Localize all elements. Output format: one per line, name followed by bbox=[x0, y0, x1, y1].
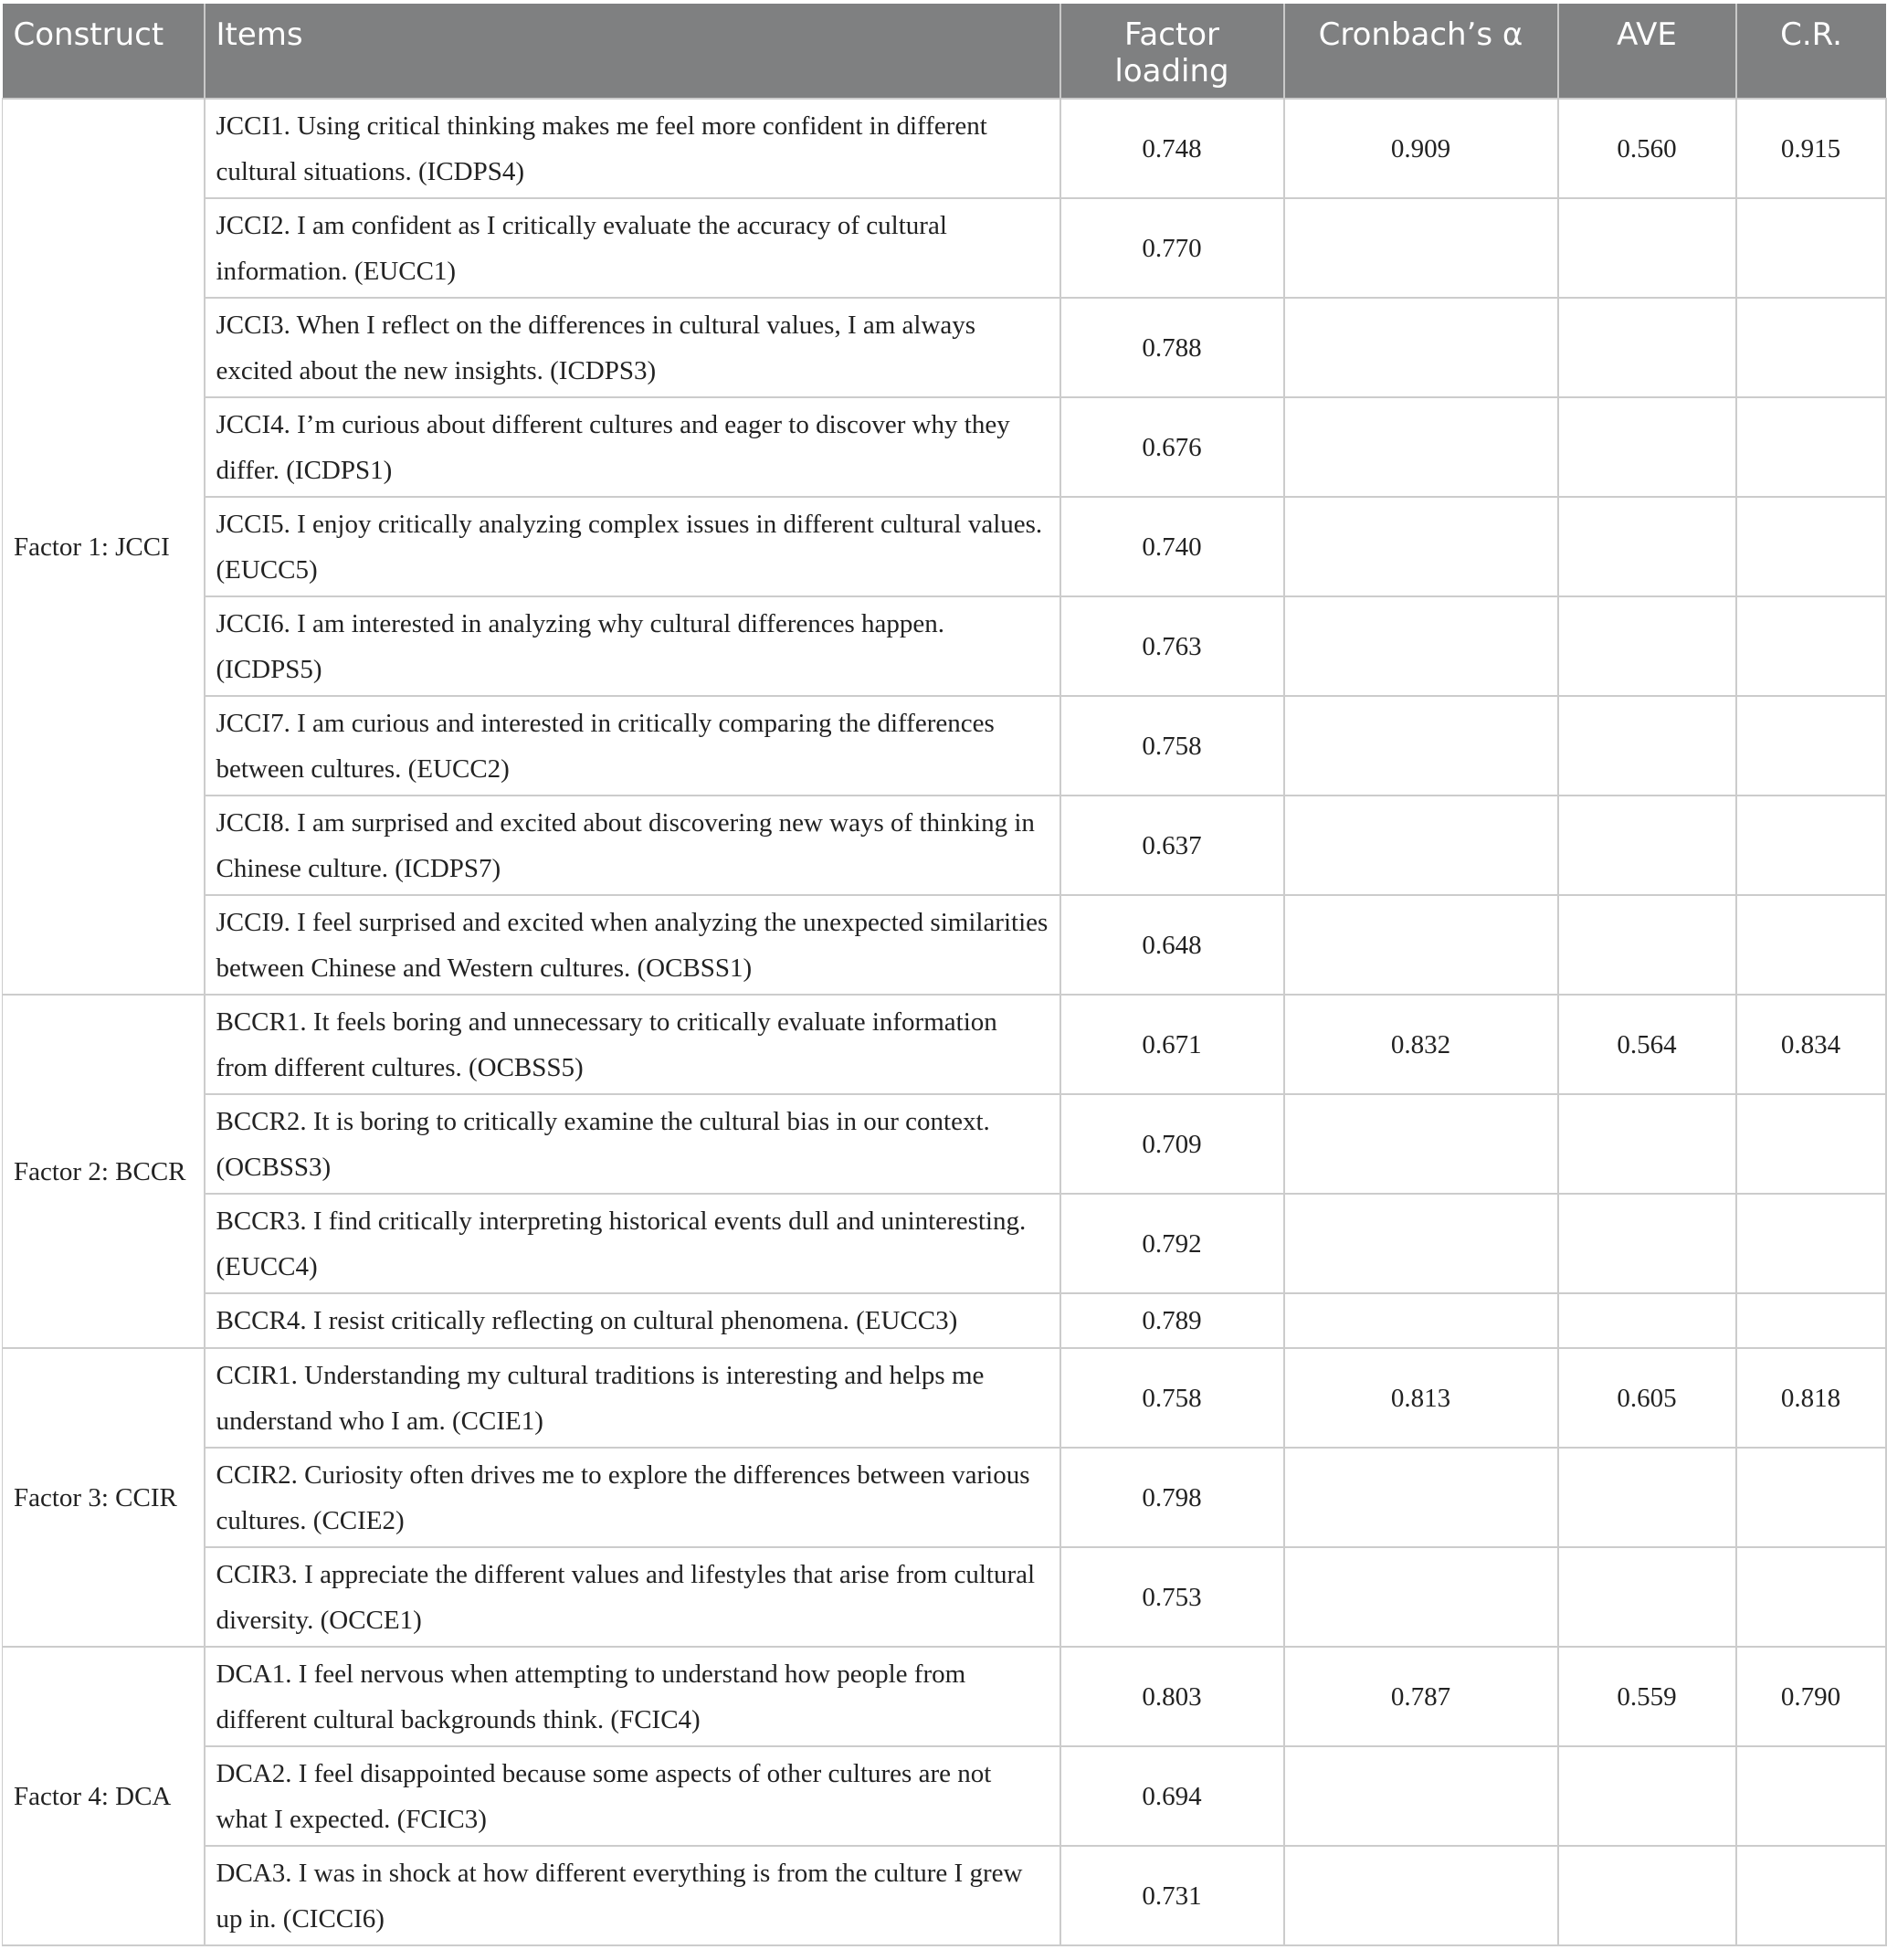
ave-cell: 0.560 bbox=[1558, 99, 1736, 198]
item-cell: JCCI1. Using critical thinking makes me feel more confident in different cultural situations. (ICDPS4) bbox=[205, 99, 1060, 198]
header-factor-loading: Factor loading bbox=[1060, 4, 1284, 99]
table-row bbox=[3, 1293, 1886, 1348]
item-cell: JCCI6. I am interested in analyzing why cultural differences happen. (ICDPS5) bbox=[205, 596, 1060, 696]
factor-loading-cell: 0.637 bbox=[1060, 796, 1284, 895]
cronbach-alpha-cell bbox=[1284, 895, 1558, 995]
ave-cell bbox=[1558, 1194, 1736, 1293]
item-cell: CCIR2. Curiosity often drives me to explore the differences between various cultures. (CCIE2) bbox=[205, 1448, 1060, 1547]
ave-cell bbox=[1558, 497, 1736, 596]
table-row bbox=[3, 1094, 1886, 1194]
item-cell: BCCR2. It is boring to critically examine the cultural bias in our context. (OCBSS3) bbox=[205, 1094, 1060, 1194]
table-row bbox=[3, 1448, 1886, 1547]
ave-cell: 0.605 bbox=[1558, 1348, 1736, 1448]
header-ave: AVE bbox=[1558, 4, 1736, 99]
table-row bbox=[3, 1547, 1886, 1647]
cr-cell bbox=[1736, 1846, 1886, 1945]
cronbach-alpha-cell bbox=[1284, 1293, 1558, 1348]
ave-cell bbox=[1558, 895, 1736, 995]
header-row bbox=[3, 4, 1886, 99]
item-cell: CCIR1. Understanding my cultural traditions is interesting and helps me understand who I am. (CCIE1) bbox=[205, 1348, 1060, 1448]
cr-cell bbox=[1736, 298, 1886, 397]
table-row bbox=[3, 497, 1886, 596]
factor-loading-cell: 0.792 bbox=[1060, 1194, 1284, 1293]
item-cell: DCA3. I was in shock at how different everything is from the culture I grew up in. (CICCI6) bbox=[205, 1846, 1060, 1945]
factor-loading-cell: 0.798 bbox=[1060, 1448, 1284, 1547]
ave-cell bbox=[1558, 298, 1736, 397]
cr-cell: 0.790 bbox=[1736, 1647, 1886, 1746]
ave-cell: 0.559 bbox=[1558, 1647, 1736, 1746]
header-cr: C.R. bbox=[1736, 4, 1886, 99]
cr-cell bbox=[1736, 796, 1886, 895]
item-cell: JCCI2. I am confident as I critically evaluate the accuracy of cultural information. (EUCC1) bbox=[205, 198, 1060, 298]
item-cell: DCA1. I feel nervous when attempting to understand how people from different cultural backgrounds think. (FCIC4) bbox=[205, 1647, 1060, 1746]
item-cell: JCCI9. I feel surprised and excited when analyzing the unexpected similarities between Chinese and Western cultures. (OCBSS1) bbox=[205, 895, 1060, 995]
item-cell: JCCI4. I’m curious about different cultures and eager to discover why they differ. (ICDPS1) bbox=[205, 397, 1060, 497]
construct-cell: Factor 3: CCIR bbox=[3, 1348, 205, 1647]
cronbach-alpha-cell bbox=[1284, 1846, 1558, 1945]
factor-loading-cell: 0.789 bbox=[1060, 1293, 1284, 1348]
cr-cell bbox=[1736, 1746, 1886, 1846]
factor-loading-cell: 0.748 bbox=[1060, 99, 1284, 198]
item-cell: CCIR3. I appreciate the different values and lifestyles that arise from cultural diversity. (OCCE1) bbox=[205, 1547, 1060, 1647]
cronbach-alpha-cell bbox=[1284, 497, 1558, 596]
ave-cell bbox=[1558, 1094, 1736, 1194]
cr-cell bbox=[1736, 895, 1886, 995]
cronbach-alpha-cell bbox=[1284, 796, 1558, 895]
factor-loading-cell: 0.753 bbox=[1060, 1547, 1284, 1647]
construct-cell: Factor 4: DCA bbox=[3, 1647, 205, 1945]
table-row bbox=[3, 99, 1886, 198]
item-cell: JCCI5. I enjoy critically analyzing complex issues in different cultural values. (EUCC5) bbox=[205, 497, 1060, 596]
header-items: Items bbox=[205, 4, 1060, 99]
factor-loading-cell: 0.758 bbox=[1060, 1348, 1284, 1448]
table-row bbox=[3, 596, 1886, 696]
table-body bbox=[3, 99, 1886, 1945]
table-row bbox=[3, 198, 1886, 298]
cronbach-alpha-cell bbox=[1284, 1547, 1558, 1647]
item-cell: BCCR4. I resist critically reflecting on cultural phenomena. (EUCC3) bbox=[205, 1293, 1060, 1348]
table-row bbox=[3, 298, 1886, 397]
factor-loading-cell: 0.671 bbox=[1060, 995, 1284, 1094]
cronbach-alpha-cell bbox=[1284, 1094, 1558, 1194]
item-cell: JCCI8. I am surprised and excited about discovering new ways of thinking in Chinese culture. (ICDPS7) bbox=[205, 796, 1060, 895]
item-cell: BCCR1. It feels boring and unnecessary to critically evaluate information from different cultures. (OCBSS5) bbox=[205, 995, 1060, 1094]
table-row bbox=[3, 796, 1886, 895]
factor-loading-cell: 0.694 bbox=[1060, 1746, 1284, 1846]
factor-loading-cell: 0.731 bbox=[1060, 1846, 1284, 1945]
cronbach-alpha-cell: 0.787 bbox=[1284, 1647, 1558, 1746]
cr-cell bbox=[1736, 198, 1886, 298]
cronbach-alpha-cell bbox=[1284, 198, 1558, 298]
table-row bbox=[3, 397, 1886, 497]
factor-loading-cell: 0.676 bbox=[1060, 397, 1284, 497]
cronbach-alpha-cell bbox=[1284, 298, 1558, 397]
cr-cell bbox=[1736, 397, 1886, 497]
table-row bbox=[3, 1746, 1886, 1846]
cronbach-alpha-cell bbox=[1284, 1194, 1558, 1293]
factor-loading-cell: 0.648 bbox=[1060, 895, 1284, 995]
ave-cell bbox=[1558, 1846, 1736, 1945]
cronbach-alpha-cell: 0.909 bbox=[1284, 99, 1558, 198]
factor-loading-cell: 0.770 bbox=[1060, 198, 1284, 298]
table-row bbox=[3, 1194, 1886, 1293]
cr-cell: 0.915 bbox=[1736, 99, 1886, 198]
ave-cell bbox=[1558, 1293, 1736, 1348]
cr-cell bbox=[1736, 1293, 1886, 1348]
construct-cell: Factor 1: JCCI bbox=[3, 99, 205, 995]
cronbach-alpha-cell: 0.832 bbox=[1284, 995, 1558, 1094]
cr-cell bbox=[1736, 1094, 1886, 1194]
factor-loading-cell: 0.803 bbox=[1060, 1647, 1284, 1746]
ave-cell bbox=[1558, 397, 1736, 497]
table-row bbox=[3, 1348, 1886, 1448]
ave-cell bbox=[1558, 796, 1736, 895]
cronbach-alpha-cell: 0.813 bbox=[1284, 1348, 1558, 1448]
ave-cell bbox=[1558, 1746, 1736, 1846]
factor-analysis-table bbox=[2, 4, 1887, 1946]
cronbach-alpha-cell bbox=[1284, 397, 1558, 497]
cronbach-alpha-cell bbox=[1284, 596, 1558, 696]
factor-loading-cell: 0.709 bbox=[1060, 1094, 1284, 1194]
cr-cell bbox=[1736, 596, 1886, 696]
cr-cell bbox=[1736, 497, 1886, 596]
table-row bbox=[3, 1846, 1886, 1945]
factor-loading-cell: 0.763 bbox=[1060, 596, 1284, 696]
item-cell: DCA2. I feel disappointed because some aspects of other cultures are not what I expected. (FCIC3) bbox=[205, 1746, 1060, 1846]
table-container bbox=[2, 4, 1885, 1946]
factor-loading-cell: 0.740 bbox=[1060, 497, 1284, 596]
header-construct: Construct bbox=[3, 4, 205, 99]
table-row bbox=[3, 696, 1886, 796]
cronbach-alpha-cell bbox=[1284, 1448, 1558, 1547]
item-cell: BCCR3. I find critically interpreting historical events dull and uninteresting. (EUCC4) bbox=[205, 1194, 1060, 1293]
ave-cell bbox=[1558, 596, 1736, 696]
cr-cell bbox=[1736, 1547, 1886, 1647]
item-cell: JCCI7. I am curious and interested in critically comparing the differences between cultures. (EUCC2) bbox=[205, 696, 1060, 796]
ave-cell: 0.564 bbox=[1558, 995, 1736, 1094]
cronbach-alpha-cell bbox=[1284, 696, 1558, 796]
table-row bbox=[3, 895, 1886, 995]
factor-loading-cell: 0.758 bbox=[1060, 696, 1284, 796]
header-cronbach-alpha: Cronbach’s α bbox=[1284, 4, 1558, 99]
ave-cell bbox=[1558, 1448, 1736, 1547]
item-cell: JCCI3. When I reflect on the differences in cultural values, I am always excited about the new insights. (ICDPS3) bbox=[205, 298, 1060, 397]
ave-cell bbox=[1558, 1547, 1736, 1647]
table-row bbox=[3, 995, 1886, 1094]
cr-cell bbox=[1736, 1194, 1886, 1293]
factor-loading-cell: 0.788 bbox=[1060, 298, 1284, 397]
cr-cell bbox=[1736, 1448, 1886, 1547]
cr-cell bbox=[1736, 696, 1886, 796]
table-row bbox=[3, 1647, 1886, 1746]
ave-cell bbox=[1558, 198, 1736, 298]
construct-cell: Factor 2: BCCR bbox=[3, 995, 205, 1348]
cr-cell: 0.818 bbox=[1736, 1348, 1886, 1448]
cr-cell: 0.834 bbox=[1736, 995, 1886, 1094]
ave-cell bbox=[1558, 696, 1736, 796]
cronbach-alpha-cell bbox=[1284, 1746, 1558, 1846]
